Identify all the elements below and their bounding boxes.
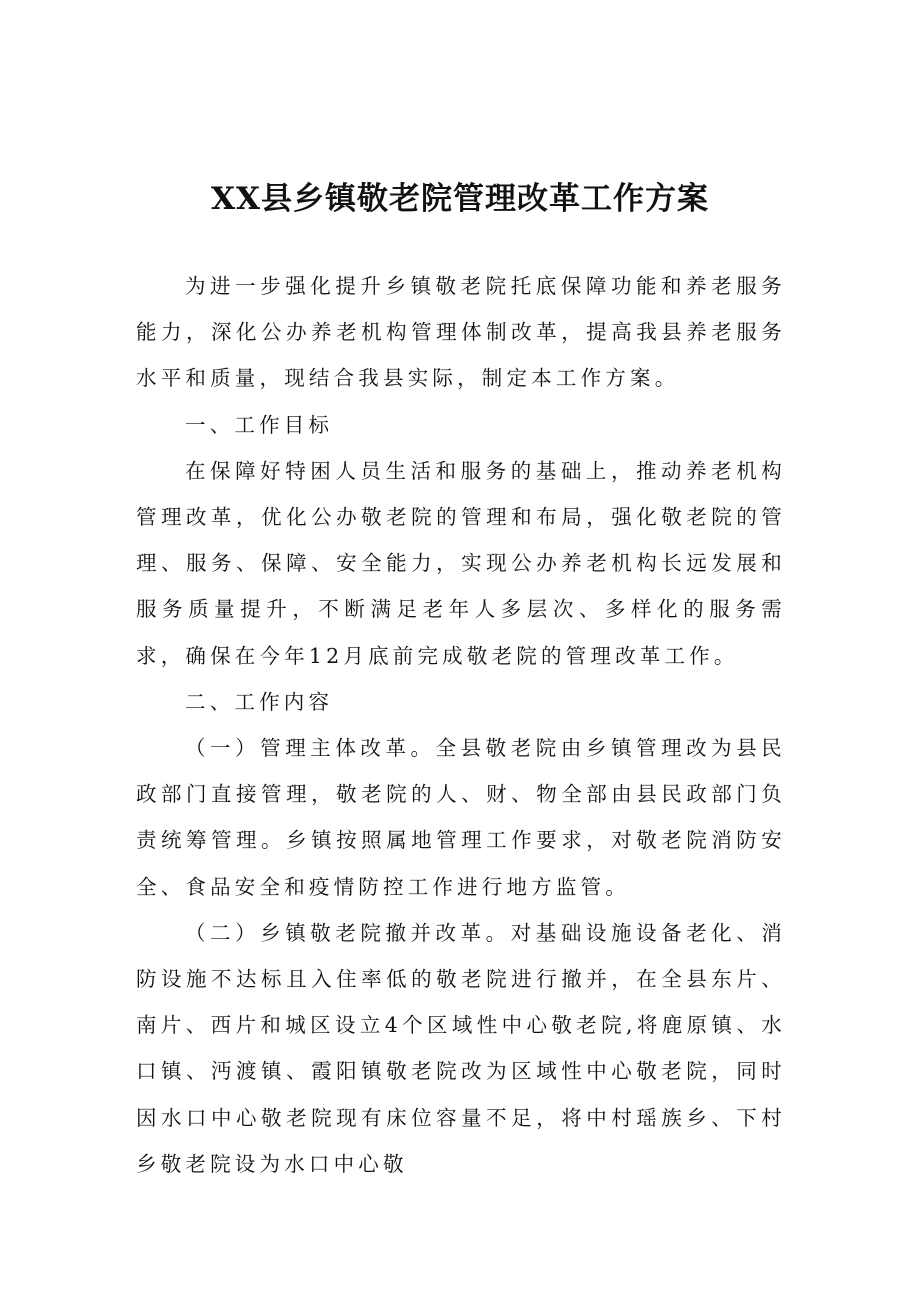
content-paragraph-2: （二）乡镇敬老院撤并改革。对基础设施设备老化、消防设施不达标且入住率低的敬老院进行撤并，在全县东片、南片、西片和城区设立4个区域性中心敬老院,将鹿原镇、水口镇、沔渡镇、霞阳镇敬老院改为区域性中心敬老院，同时因水口中心敬老院现有床位容量不足，将中村瑶族乡、下村乡敬老院设为水口中心敬 [136,920,786,1176]
content-paragraph-1: （一）管理主体改革。全县敬老院由乡镇管理改为县民政部门直接管理，敬老院的人、财、物全部由县民政部门负责统筹管理。乡镇按照属地管理工作要求，对敬老院消防安全、食品安全和疫情防控工作进行地方监管。 [136,736,786,899]
document-body [136,263,786,1187]
section-heading-goals: 一、工作目标 [185,412,334,437]
intro-paragraph: 为进一步强化提升乡镇敬老院托底保障功能和养老服务能力，深化公办养老机构管理体制改革，提高我县养老服务水平和质量，现结合我县实际，制定本工作方案。 [136,274,786,391]
section-heading-content: 二、工作内容 [185,689,334,714]
document-title: XX县乡镇敬老院管理改革工作方案 [210,181,710,217]
goals-paragraph: 在保障好特困人员生活和服务的基础上，推动养老机构管理改革，优化公办敬老院的管理和布局，强化敬老院的管理、服务、保障、安全能力，实现公办养老机构长远发展和服务质量提升，不断满足老年人多层次、多样化的服务需求，确保在今年12月底前完成敬老院的管理改革工作。 [136,458,786,668]
